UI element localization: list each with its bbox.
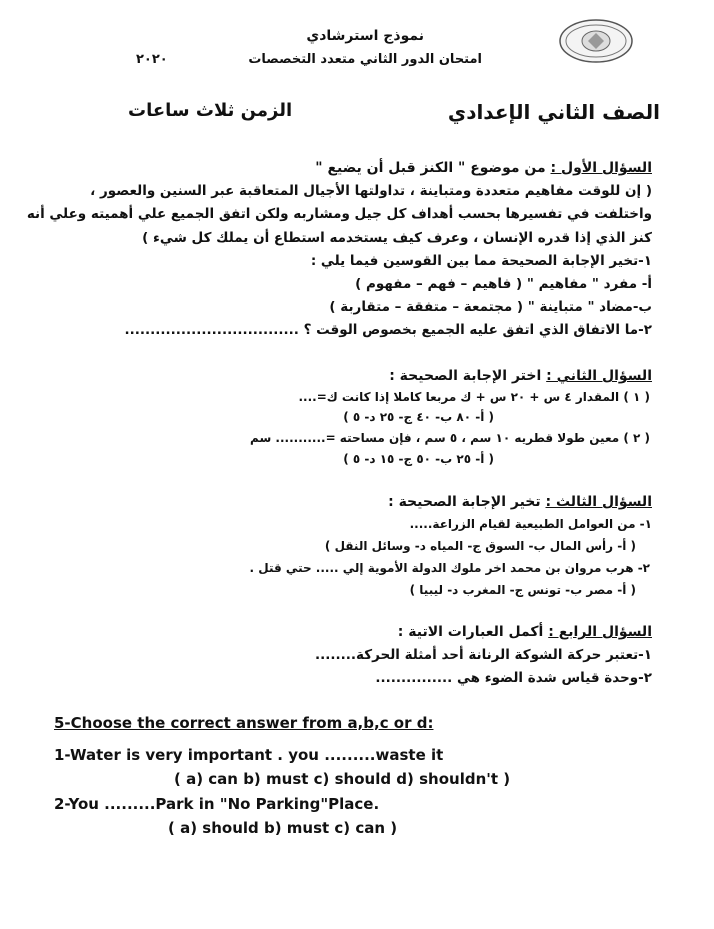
q3-title: تخير الإجابة الصحيحة :: [388, 494, 546, 510]
q1-passage-line3: كنز الذي إذا قدره الإنسان ، وعرف كيف يستخدمه استطاع أن يملك كل شيء ): [142, 230, 652, 246]
q4-title: أكمل العبارات الاتية :: [397, 624, 549, 640]
q3-item2-options: ( أ- مصر ب- تونس ج- المغرب د- ليبيا ): [409, 583, 636, 597]
q1-sub1b: ب-مضاد " متباينة " ( مجتمعة – متفقة – متقاربة ): [329, 299, 652, 315]
q1-label: السؤال الأول :: [550, 160, 652, 176]
q1-passage-line2: واختلفت في تفسيرها بحسب أهداف كل جيل ومشاربه ولكن اتفق الجميع علي أهميته وعلي أنه: [26, 206, 652, 222]
q5-item2: 2-You .........Park in "No Parking"Place.: [54, 795, 380, 813]
q2-heading: [389, 368, 652, 384]
ministry-seal-icon: [558, 18, 634, 64]
q2-item2-options: ( أ- ٢٥ ب- ٥٠ ج- ١٥ د- ٥ ): [343, 452, 494, 466]
q4-heading: [398, 624, 652, 640]
q1-sub1: ١-تخير الإجابة الصحيحة مما بين القوسين فيما يلي :: [310, 253, 652, 269]
q1-passage-line1: ( إن للوقت مفاهيم متعددة ومتباينة ، تداولتها الأجيال المتعاقبة عبر السنين والعصور ،: [90, 183, 652, 199]
time-label: الزمن ثلاث ساعات: [128, 100, 293, 121]
exam-year: ٢٠٢٠: [136, 52, 168, 67]
exam-name: امتحان الدور الثاني متعدد التخصصات: [248, 52, 482, 67]
q5-item2-options: ( a) should b) must c) can ): [168, 819, 398, 837]
q2-title: اختر الإجابة الصحيحة :: [389, 368, 547, 384]
q5-item1: 1-Water is very important . you .........waste it: [54, 746, 444, 764]
q5-item1-options: ( a) can b) must c) should d) shouldn't ): [174, 770, 511, 788]
q1-sub2: ٢-ما الاتفاق الذي اتفق عليه الجميع بخصوص الوقت ؟ ..................................: [124, 322, 652, 338]
ministry-logo: [558, 18, 634, 64]
q3-label: السؤال الثالث :: [545, 494, 652, 510]
grade-label: الصف الثاني الإعدادي: [447, 100, 660, 124]
q5-heading: 5-Choose the correct answer from a,b,c or d:: [54, 714, 434, 732]
q2-item1: ( ١ ) المقدار ٤ س + ٢٠ س + ك مربعا كاملا إذا كانت ك=....: [298, 390, 650, 404]
q3-item2: ٢- هرب مروان بن محمد اخر ملوك الدولة الأموية إلي ..... حتي قتل .: [249, 561, 650, 575]
q1-heading: [315, 160, 652, 176]
q3-item1-options: ( أ- رأس المال ب- السوق ج- المياه د- وسائل النقل ): [324, 539, 636, 553]
q1-title: من موضوع " الكنز قبل أن يضيع ": [315, 160, 551, 176]
q3-item1: ١- من العوامل الطبيعية لقيام الزراعة.....: [409, 517, 652, 531]
q3-heading: [388, 494, 652, 510]
q4-label: السؤال الرابع :: [548, 624, 652, 640]
document-title: نموذج استرشادي: [306, 28, 424, 44]
q4-item1: ١-تعتبر حركة الشوكة الرنانة أحد أمثلة الحركة........: [315, 647, 652, 663]
q2-label: السؤال الثاني :: [546, 368, 652, 384]
q1-sub1a: أ- مفرد " مفاهيم " ( فاهيم – فهم – مفهوم ): [355, 276, 652, 292]
q2-item2: ( ٢ ) معين طولا قطريه ١٠ سم ، ٥ سم ، فإن مساحته =........... سم: [250, 431, 650, 445]
q2-item1-options: ( أ- ٨٠ ب- ٤٠ ج- ٢٥ د- ٥ ): [343, 410, 494, 424]
q4-item2: ٢-وحدة قياس شدة الضوء هي ...............: [375, 670, 652, 686]
